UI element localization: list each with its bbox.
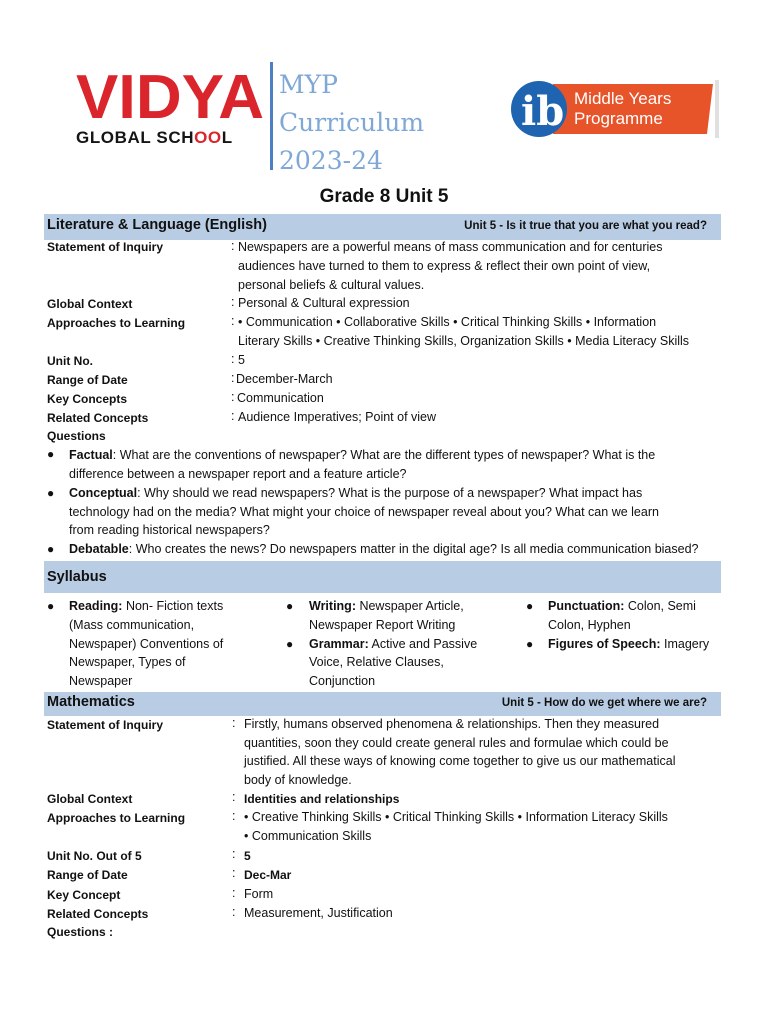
question-bullet: ●	[47, 486, 55, 500]
syllabus-reading-line-3: Newspaper) Conventions of	[69, 637, 224, 651]
vidya-logo	[76, 70, 264, 126]
eng-rc-label: Related Concepts	[47, 411, 149, 425]
question-term: Factual	[69, 448, 113, 462]
syllabus-grammar-line-3: Conjunction	[309, 674, 376, 688]
syllabus-term: Reading:	[69, 599, 123, 613]
math-atl-line-2: • Communication Skills	[244, 829, 372, 843]
myp-line-1: MYP	[279, 70, 338, 99]
syllabus-bullet: ●	[47, 599, 55, 613]
eng-date-label: Range of Date	[47, 373, 128, 387]
question-term: Debatable	[69, 542, 129, 556]
question-line: : Who creates the news? Do newspapers matter in the digital age? Is all media communication biased?	[128, 542, 699, 556]
math-gc-colon: :	[232, 790, 236, 804]
school-name-end: L	[221, 128, 233, 147]
math-unit-colon: :	[232, 847, 236, 861]
eng-date-value: December-March	[236, 372, 333, 386]
math-rc-value: Measurement, Justification	[244, 906, 393, 920]
math-date-label: Range of Date	[47, 868, 128, 882]
math-soi-line-1: Firstly, humans observed phenomena & relationships. Then they measured	[244, 717, 660, 731]
syllabus-reading	[69, 597, 223, 616]
math-date-colon: :	[232, 866, 236, 880]
question-factual-line-2: difference between a newspaper report and a feature article?	[69, 467, 407, 481]
header-divider	[270, 62, 273, 170]
syllabus-punctuation-line-2: Colon, Hyphen	[548, 618, 631, 632]
syllabus-grammar-line-2: Voice, Relative Clauses,	[309, 655, 444, 669]
syllabus-term: Punctuation:	[548, 599, 625, 613]
syllabus-line: Colon, Semi	[624, 599, 696, 613]
syllabus-band-title: Syllabus	[47, 569, 107, 585]
math-band-title: Mathematics	[47, 694, 135, 710]
eng-gc-label: Global Context	[47, 297, 133, 311]
math-unit-label: Unit No. Out of 5	[47, 849, 142, 863]
math-atl-colon: :	[232, 809, 236, 823]
math-atl-label: Approaches to Learning	[47, 811, 186, 825]
ib-myp-logo	[511, 80, 720, 138]
syllabus-term: Writing:	[309, 599, 356, 613]
math-soi-colon: :	[232, 716, 236, 730]
syllabus-line: Newspaper Article,	[355, 599, 464, 613]
syllabus-writing	[309, 597, 464, 616]
math-gc-label: Global Context	[47, 792, 133, 806]
math-kc-colon: :	[232, 886, 236, 900]
question-line: : What are the conventions of newspaper? What are the different types of newspaper? What is the	[112, 448, 656, 462]
eng-atl-colon: :	[231, 314, 235, 328]
math-soi-line-2: quantities, soon they could create general rules and formulae which could be	[244, 736, 669, 750]
math-soi-line-4: body of knowledge.	[244, 773, 352, 787]
ib-edge	[715, 80, 719, 138]
eng-unit-value: 5	[238, 353, 245, 367]
math-header-band	[44, 692, 721, 716]
syllabus-reading-line-5: Newspaper	[69, 674, 133, 688]
question-conceptual-line-3: from reading historical newspapers?	[69, 523, 270, 537]
math-soi-label: Statement of Inquiry	[47, 718, 164, 732]
math-rc-colon: :	[232, 905, 236, 919]
math-kc-label: Key Concept	[47, 888, 121, 902]
eng-atl-label: Approaches to Learning	[47, 316, 186, 330]
eng-unit-label: Unit No.	[47, 354, 93, 368]
syllabus-bullet: ●	[526, 599, 534, 613]
english-band-unit: Unit 5 - Is it true that you are what you read?	[464, 220, 707, 232]
syllabus-line: Imagery	[660, 637, 710, 651]
math-atl-line-1: • Creative Thinking Skills • Critical Thinking Skills • Information Literacy Skills	[244, 810, 668, 824]
eng-rc-value: Audience Imperatives; Point of view	[238, 410, 437, 424]
math-soi-line-3: justified. All these ways of knowing come together to give us our mathematical	[244, 754, 676, 768]
english-header-band	[44, 214, 721, 240]
eng-kc-label: Key Concepts	[47, 392, 128, 406]
math-gc-value: Identities and relationships	[244, 792, 400, 806]
eng-date-colon: :	[231, 371, 235, 385]
math-rc-label: Related Concepts	[47, 907, 149, 921]
eng-gc-colon: :	[231, 295, 235, 309]
question-conceptual	[69, 484, 724, 503]
myp-line-2: Curriculum	[279, 108, 425, 137]
eng-soi-colon: :	[231, 239, 235, 253]
ib-line-1: Middle Years	[574, 89, 672, 108]
syllabus-writing-line-2: Newspaper Report Writing	[309, 618, 456, 632]
syllabus-bullet: ●	[286, 637, 294, 651]
syllabus-header-band	[44, 561, 721, 593]
syllabus-term: Figures of Speech:	[548, 637, 661, 651]
question-line: : Why should we read newspapers? What is the purpose of a newspaper? What impact has	[137, 486, 643, 500]
eng-soi-line-1: Newspapers are a powerful means of mass communication and for centuries	[238, 240, 663, 254]
question-debatable	[69, 540, 729, 559]
vidya-logo-text: VIDYA	[76, 70, 264, 126]
math-kc-value: Form	[244, 887, 274, 901]
eng-soi-line-3: personal beliefs & cultural values.	[238, 278, 425, 292]
syllabus-figures	[548, 635, 709, 654]
eng-soi-label: Statement of Inquiry	[47, 240, 164, 254]
ib-line-2: Programme	[574, 109, 663, 128]
eng-kc-value: Communication	[237, 391, 324, 405]
math-date-value: Dec-Mar	[244, 868, 292, 882]
eng-kc-colon: :	[231, 390, 235, 404]
english-band-title: Literature & Language (English)	[47, 217, 267, 233]
question-term: Conceptual	[69, 486, 138, 500]
page-title: Grade 8 Unit 5	[319, 186, 449, 207]
math-band-unit: Unit 5 - How do we get where we are?	[501, 697, 707, 709]
syllabus-bullet: ●	[526, 637, 534, 651]
school-name-oo: OO	[194, 128, 222, 147]
question-bullet: ●	[47, 542, 55, 556]
eng-rc-colon: :	[231, 409, 235, 423]
syllabus-reading-line-4: Newspaper, Types of	[69, 655, 186, 669]
eng-atl-line-2: Literary Skills • Creative Thinking Skills, Organization Skills • Media Literacy Skills	[238, 334, 690, 348]
syllabus-grammar	[309, 635, 477, 654]
eng-atl-line-1: • Communication • Collaborative Skills • Critical Thinking Skills • Information	[238, 315, 657, 329]
syllabus-punctuation	[548, 597, 696, 616]
eng-soi-line-2: audiences have turned to them to express & reflect their own point of view,	[238, 259, 651, 273]
question-conceptual-line-2: technology had on the media? What might your choice of newspaper reveal about you? What can we learn	[69, 505, 659, 519]
syllabus-term: Grammar:	[309, 637, 369, 651]
syllabus-line: Active and Passive	[368, 637, 478, 651]
question-factual	[69, 446, 724, 465]
syllabus-bullet: ●	[286, 599, 294, 613]
eng-gc-value: Personal & Cultural expression	[238, 296, 410, 310]
syllabus-reading-line-2: (Mass communication,	[69, 618, 195, 632]
myp-line-3: 2023-24	[279, 146, 383, 175]
question-bullet: ●	[47, 447, 55, 461]
syllabus-line: Non- Fiction texts	[122, 599, 224, 613]
math-unit-value: 5	[244, 849, 251, 863]
eng-questions-label: Questions	[47, 429, 106, 443]
school-name	[76, 128, 233, 148]
eng-unit-colon: :	[231, 352, 235, 366]
ib-mark: ib	[521, 88, 565, 135]
school-name-part: GLOBAL SCH	[76, 128, 195, 147]
math-questions-label: Questions :	[47, 925, 114, 939]
